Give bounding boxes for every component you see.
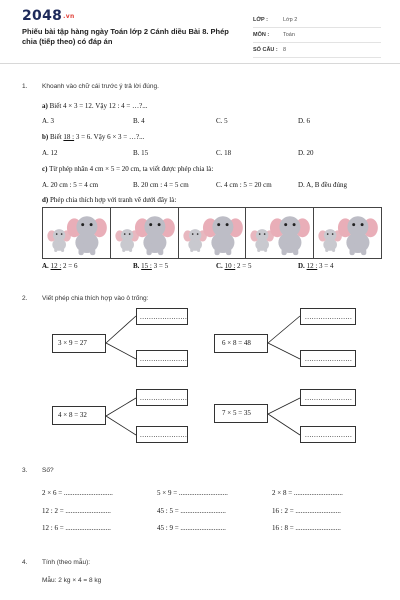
q2-blank-1a-dots: ..................... [140,313,188,321]
q3-item[interactable]: 12 : 6 = .......................... [42,524,111,532]
q3-item[interactable]: 2 × 6 = ............................ [42,489,113,497]
logo-suffix: .vn [63,12,75,20]
q1b-stem: b) Biết 18 : 3 = 6. Vậy 6 × 3 = …?... [42,133,145,141]
q2-prompt: Viết phép chia thích hợp vào ô trống: [42,295,149,302]
q3-item[interactable]: 5 × 9 = ............................ [157,489,228,497]
q1c-option-c[interactable]: C. 4 cm : 5 = 20 cm [216,181,272,189]
q1a-stem: a) Biết 4 × 3 = 12. Vậy 12 : 4 = …?... [42,102,148,110]
q1b-option-d[interactable]: D. 20 [298,149,314,157]
q4-prompt: Tính (theo mẫu): [42,559,91,566]
q1b-option-b[interactable]: B. 15 [133,149,149,157]
q1b-option-c[interactable]: C. 18 [216,149,232,157]
q2-blank-2b-dots: ..................... [305,355,353,363]
q3-item[interactable]: 45 : 5 = .......................... [157,507,226,515]
q3-item[interactable]: 2 × 8 = ............................ [272,489,343,497]
q1-prompt: Khoanh vào chữ cái trước ý trả lời đúng. [42,83,159,90]
q2-blank-3a-dots: ..................... [140,394,188,402]
q2-number: 2. [22,295,28,302]
q1a-option-d[interactable]: D. 6 [298,117,311,125]
q3-item[interactable]: 16 : 2 = .......................... [272,507,341,515]
meta-question-count: SỐ CÂU : 8 [253,44,381,58]
q1a-option-c[interactable]: C. 5 [216,117,228,125]
q1c-stem: c) Từ phép nhân 4 cm × 5 = 20 cm, ta viết được phép chia là: [42,165,214,173]
q3-number: 3. [22,467,28,474]
q2-blank-3b-dots: ..................... [140,431,188,439]
q1b-option-a[interactable]: A. 12 [42,149,58,157]
q1d-option-d[interactable]: D. 12 : 3 = 4 [298,262,334,270]
q1c-option-d[interactable]: D. A, B đều đúng [298,181,347,189]
q2-expr-2: 6 × 8 = 48 [222,339,251,347]
q1d-stem: d) Phép chia thích hợp với tranh vẽ dưới đây là: [42,196,177,204]
q1a-option-b[interactable]: B. 4 [133,117,145,125]
q3-item[interactable]: 16 : 8 = .......................... [272,524,341,532]
q1d-option-b[interactable]: B. 15 : 3 = 5 [133,262,169,270]
document-title: Phiếu bài tập hàng ngày Toán lớp 2 Cánh diều Bài 8. Phép chia (tiếp theo) có đáp án [22,27,229,46]
q2-blank-4a-dots: ..................... [305,394,353,402]
q2-expr-4: 7 × 5 = 35 [222,409,251,417]
q1-number: 1. [22,83,28,90]
q3-item[interactable]: 45 : 9 = .......................... [157,524,226,532]
q2-expr-1: 3 × 9 = 27 [58,339,87,347]
q1c-option-b[interactable]: B. 20 cm : 4 = 5 cm [133,181,189,189]
q2-expr-3: 4 × 8 = 32 [58,411,87,419]
meta-class: LỚP : Lớp 2 [253,14,381,28]
q1a-option-a[interactable]: A. 3 [42,117,55,125]
q4-number: 4. [22,559,28,566]
q3-prompt: Số? [42,467,54,474]
q4-example: Mẫu: 2 kg × 4 = 8 kg [42,577,102,584]
site-logo[interactable]: 2048.vn [22,8,75,24]
q1c-option-a[interactable]: A. 20 cm : 5 = 4 cm [42,181,99,189]
q2-blank-1b-dots: ..................... [140,355,188,363]
q2-blank-4b-dots: ..................... [305,431,353,439]
q1d-option-c[interactable]: C. 10 : 2 = 5 [216,262,252,270]
meta-subject: MÔN : Toán [253,29,381,43]
q1d-option-a[interactable]: A. 12 : 2 = 6 [42,262,78,270]
q2-blank-2a-dots: ..................... [305,313,353,321]
q3-item[interactable]: 12 : 2 = .......................... [42,507,111,515]
